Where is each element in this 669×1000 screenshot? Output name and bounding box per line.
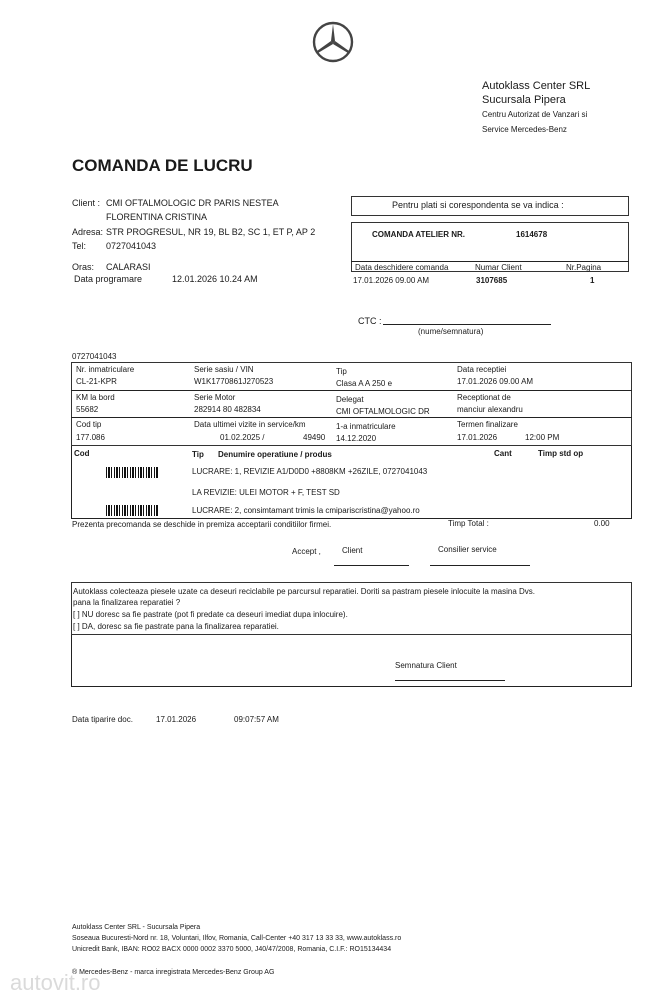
accept-label: Accept , bbox=[292, 547, 321, 556]
ops-col-desc: Denumire operatiune / produs bbox=[218, 450, 332, 459]
ctc-sub: (nume/semnatura) bbox=[418, 327, 484, 336]
advisor-signature-line bbox=[430, 565, 530, 566]
ops-col-code: Cod bbox=[74, 449, 90, 458]
footer-line-2: Soseaua Bucuresti-Nord nr. 18, Voluntari, Ilfov, Romania, Call-Center +40 317 13 33 33, www.autoklass.ro bbox=[72, 935, 402, 942]
ops-line-3: LUCRARE: 2, consimtamant trimis la cmipariscristina@yahoo.ro bbox=[192, 506, 420, 515]
type-value: Clasa A A 250 e bbox=[336, 379, 393, 388]
reception-value: 17.01.2026 09.00 AM bbox=[457, 377, 534, 386]
page-title: COMANDA DE LUCRU bbox=[72, 156, 253, 175]
first-reg-label: 1-a inmatriculare bbox=[336, 422, 396, 431]
last-visit-label: Data ultimei vizite in service/km bbox=[194, 420, 306, 429]
footer-line-4: ® Mercedes-Benz - marca inregistrata Mercedes-Benz Group AG bbox=[72, 969, 275, 976]
deadline-time: 12:00 PM bbox=[525, 433, 560, 442]
reception-label: Data receptiei bbox=[457, 365, 507, 374]
km-value: 55682 bbox=[76, 405, 99, 414]
tel-value: 0727041043 bbox=[106, 241, 157, 251]
deadline-label: Termen finalizare bbox=[457, 420, 518, 429]
order-divider bbox=[351, 261, 629, 262]
engine-label: Serie Motor bbox=[194, 393, 236, 402]
dealer-name: Autoklass Center SRL bbox=[482, 80, 591, 92]
reg-value: CL-21-KPR bbox=[76, 377, 117, 386]
ops-col-time: Timp std op bbox=[538, 449, 584, 458]
print-date: 17.01.2026 bbox=[156, 715, 197, 724]
km-label: KM la bord bbox=[76, 393, 115, 402]
dealer-line3: Centru Autorizat de Vanzari si bbox=[482, 110, 588, 119]
vin-label: Serie sasiu / VIN bbox=[194, 365, 254, 374]
first-reg-value: 14.12.2020 bbox=[336, 434, 377, 443]
appointment-label: Data programare bbox=[74, 274, 143, 284]
type-label: Tip bbox=[336, 367, 347, 376]
ops-line-2: LA REVIZIE: ULEI MOTOR + F, TEST SD bbox=[192, 488, 340, 497]
ctc-signature-line bbox=[383, 324, 551, 325]
page-number-label: Nr.Pagina bbox=[566, 263, 602, 272]
ctc-label: CTC : bbox=[358, 316, 382, 326]
ops-col-type: Tip bbox=[192, 450, 204, 459]
delegate-value: CMI OFTALMOLOGIC DR bbox=[336, 407, 430, 416]
parts-text-1: Autoklass colecteaza piesele uzate ca deseuri reciclabile pe parcursul reparatiei. Doriti sa pastram piesele inlocuite la masina Dvs. bbox=[73, 587, 536, 596]
client-name-2: FLORENTINA CRISTINA bbox=[106, 212, 208, 222]
print-label: Data tiparire doc. bbox=[72, 715, 133, 724]
parts-bottom-border bbox=[71, 686, 632, 687]
watermark: autovit.ro bbox=[10, 970, 101, 995]
delegate-label: Delegat bbox=[336, 395, 364, 404]
phone-top: 0727041043 bbox=[72, 352, 117, 361]
vehicle-row-divider-2 bbox=[71, 417, 632, 418]
ops-bottom-border bbox=[71, 518, 632, 519]
reg-label: Nr. inmatriculare bbox=[76, 365, 135, 374]
parts-option-no[interactable]: [ ] NU doresc sa fie pastrate (pot fi predate ca deseuri imediat dupa inlocuire). bbox=[73, 610, 348, 619]
barcode-line-1 bbox=[106, 467, 158, 478]
parts-text-2: pana la finalizarea reparatiei ? bbox=[73, 598, 181, 607]
parts-right-border bbox=[631, 635, 632, 687]
print-time: 09:07:57 AM bbox=[234, 715, 279, 724]
tel-label: Tel: bbox=[72, 241, 87, 251]
client-signature-line bbox=[334, 565, 409, 566]
footer-line-3: Unicredit Bank, IBAN: RO02 BACX 0000 0002 3370 5000, J40/47/2008, Romania, C.I.F.: RO15134434 bbox=[72, 946, 392, 953]
footer-line-1: Autoklass Center SRL - Sucursala Pipera bbox=[72, 924, 201, 931]
mercedes-star-logo bbox=[311, 12, 355, 76]
address-label: Adresa: bbox=[72, 227, 104, 237]
appointment-value: 12.01.2026 10.24 AM bbox=[172, 274, 258, 284]
order-label: COMANDA ATELIER NR. bbox=[372, 230, 466, 239]
last-visit-date: 01.02.2025 / bbox=[220, 433, 265, 442]
total-label: Timp Total : bbox=[448, 519, 489, 528]
ops-col-qty: Cant bbox=[494, 449, 512, 458]
deadline-date: 17.01.2026 bbox=[457, 433, 498, 442]
ops-line-1: LUCRARE: 1, REVIZIE A1/D0D0 +8808KM +26ZILE, 0727041043 bbox=[192, 467, 428, 476]
client-sign-line bbox=[395, 680, 505, 681]
dealer-line4: Service Mercedes-Benz bbox=[482, 125, 567, 134]
dealer-branch: Sucursala Pipera bbox=[482, 94, 566, 106]
city-value: CALARASI bbox=[106, 262, 151, 272]
code-type-value: 177.086 bbox=[76, 433, 105, 442]
vin-value: W1K1770861J270523 bbox=[194, 377, 274, 386]
parts-option-yes[interactable]: [ ] DA, doresc sa fie pastrate pana la finalizarea reparatiei. bbox=[73, 622, 279, 631]
parts-left-border bbox=[71, 635, 72, 687]
client-name-1: CMI OFTALMOLOGIC DR PARIS NESTEA bbox=[106, 198, 279, 208]
client-label: Client : bbox=[72, 198, 101, 208]
page-number-value: 1 bbox=[590, 276, 595, 285]
barcode-line-3 bbox=[106, 505, 158, 516]
ops-note: Prezenta precomanda se deschide in premiza acceptarii conditiilor firmei. bbox=[72, 520, 332, 529]
client-number-value: 3107685 bbox=[476, 276, 508, 285]
receptionist-label: Receptionat de bbox=[457, 393, 511, 402]
order-number: 1614678 bbox=[516, 230, 548, 239]
receptionist-value: manciur alexandru bbox=[457, 405, 523, 414]
open-date-label: Data deschidere comanda bbox=[355, 263, 449, 272]
vehicle-row-divider-1 bbox=[71, 390, 632, 391]
code-type-label: Cod tip bbox=[76, 420, 102, 429]
accept-client: Client bbox=[342, 546, 363, 555]
client-sign-label: Semnatura Client bbox=[395, 661, 457, 670]
ops-left-border bbox=[71, 446, 72, 519]
engine-value: 282914 80 482834 bbox=[194, 405, 261, 414]
city-label: Oras: bbox=[72, 262, 95, 272]
payments-header: Pentru plati si corespondenta se va indica : bbox=[392, 200, 564, 210]
accept-advisor: Consilier service bbox=[438, 545, 497, 554]
last-visit-km: 49490 bbox=[303, 433, 326, 442]
ops-right-border bbox=[631, 446, 632, 519]
address-value: STR PROGRESUL, NR 19, BL B2, SC 1, ET P, AP 2 bbox=[106, 227, 316, 237]
client-number-label: Numar Client bbox=[475, 263, 522, 272]
total-value: 0.00 bbox=[594, 519, 610, 528]
open-date-value: 17.01.2026 09.00 AM bbox=[353, 276, 430, 285]
